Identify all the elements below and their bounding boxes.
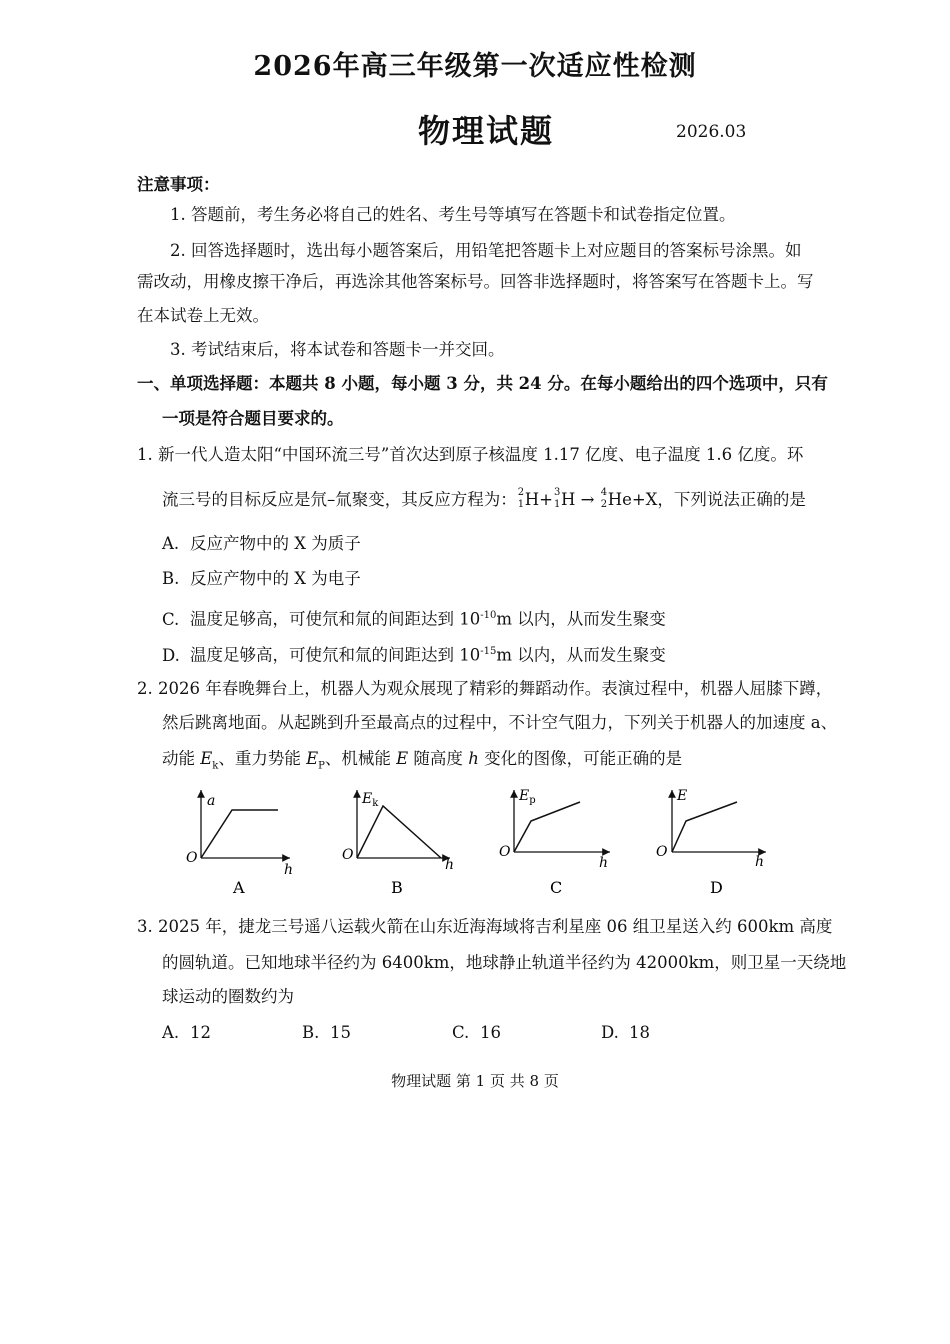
q3-option-c[interactable]: C. 16 xyxy=(452,1023,501,1042)
graph-b-label: B xyxy=(391,878,403,897)
q3-option-d[interactable]: D. 18 xyxy=(601,1023,650,1042)
graph-d-y-label: E xyxy=(677,788,688,804)
fusion-equation: 2 1 H+ 3 1 H → 4 2 He+X xyxy=(517,487,658,510)
q3-stem-line2: 的圆轨道。已知地球半径约为 6400km，地球静止轨道半径约为 42000km，则卫星一天绕地 xyxy=(162,953,847,972)
exam-title: 2026年高三年级第一次适应性检测 xyxy=(253,51,697,82)
graph-c-label: C xyxy=(550,878,563,897)
q1-option-b[interactable]: B. 反应产物中的 X 为电子 xyxy=(162,569,361,588)
notice-item-2-cont2: 在本试卷上无效。 xyxy=(137,306,269,325)
exam-date: 2026.03 xyxy=(676,122,747,142)
graph-c[interactable] xyxy=(499,788,610,897)
q3-option-a[interactable]: A. 12 xyxy=(162,1023,211,1042)
notice-heading: 注意事项： xyxy=(137,175,220,194)
q1-stem-line1: 1. 新一代人造太阳“中国环流三号”首次达到原子核温度 1.17 亿度、电子温度 1.6 亿度。环 xyxy=(137,445,804,464)
notice-item-2: 2. 回答选择题时，选出每小题答案后，用铅笔把答题卡上对应题目的答案标号涂黑。如 xyxy=(170,241,802,260)
graph-c-curve xyxy=(514,802,580,852)
graph-c-x-label: h xyxy=(599,855,609,871)
q3-stem-line1: 3. 2025 年，捷龙三号遥八运载火箭在山东近海海域将吉利星座 06 组卫星送入约 600km 高度 xyxy=(137,917,833,936)
graph-b[interactable] xyxy=(342,790,454,897)
graph-a-curve xyxy=(201,810,278,858)
q2-stem-line2: 然后跳离地面。从起跳到升至最高点的过程中，不计空气阻力，下列关于机器人的加速度 a、 xyxy=(162,713,838,732)
section-heading: 一、单项选择题：本题共 8 小题，每小题 3 分，共 24 分。在每小题给出的四个选项中，只有 xyxy=(137,374,828,393)
graph-d-label: D xyxy=(710,878,723,897)
page-footer: 物理试题 第 1 页 共 8 页 xyxy=(391,1072,559,1090)
graph-d-curve xyxy=(672,802,737,852)
q2-graphs xyxy=(0,780,950,910)
q1-option-a[interactable]: A. 反应产物中的 X 为质子 xyxy=(162,534,361,553)
graph-b-y-label: $E_k$ xyxy=(362,791,379,809)
graph-b-x-label: h xyxy=(445,857,455,873)
subject-title: 物理试题 xyxy=(418,112,555,150)
q1-option-d[interactable]: D. 温度足够高，可使氘和氚的间距达到 $10^{-15}m$ 以内，从而发生聚变 xyxy=(162,645,666,665)
graph-b-curve xyxy=(357,806,441,858)
graph-a-x-label: h xyxy=(284,862,294,878)
graph-a-origin: O xyxy=(186,850,198,866)
q3-option-b[interactable]: B. 15 xyxy=(302,1023,351,1042)
graph-d-origin: O xyxy=(656,844,668,860)
graph-a-y-label: a xyxy=(207,793,216,809)
graph-c-y-label: $E_p$ xyxy=(519,788,536,806)
section-heading-cont: 一项是符合题目要求的。 xyxy=(162,409,344,428)
graph-d[interactable] xyxy=(656,788,766,897)
q1-option-c[interactable]: C. 温度足够高，可使氘和氚的间距达到 $10^{-10}m$ 以内，从而发生聚变 xyxy=(162,609,666,629)
graph-d-x-label: h xyxy=(755,854,765,870)
graph-a-label: A xyxy=(233,878,245,897)
graph-b-origin: O xyxy=(342,847,354,863)
q2-stem-line3: 动能 $E_k$、重力势能 $E_P$、机械能 E 随高度 h 变化的图像，可能正确的是 xyxy=(162,749,683,772)
graph-a[interactable] xyxy=(186,790,293,897)
notice-item-1: 1. 答题前，考生务必将自己的姓名、考生号等填写在答题卡和试卷指定位置。 xyxy=(170,205,736,224)
q2-stem-line1: 2. 2026 年春晚舞台上，机器人为观众展现了精彩的舞蹈动作。表演过程中，机器人屈膝下蹲， xyxy=(137,679,833,698)
notice-item-3: 3. 考试结束后，将本试卷和答题卡一并交回。 xyxy=(170,340,505,359)
notice-item-2-cont: 需改动，用橡皮擦干净后，再选涂其他答案标号。回答非选择题时，将答案写在答题卡上。写 xyxy=(137,272,814,291)
q1-stem-line2: 流三号的目标反应是氘–氚聚变，其反应方程为： 2 1 H+ 3 1 H → 4 2 He+X，下列说法正确的是 xyxy=(162,487,806,510)
q3-stem-line3: 球运动的圈数约为 xyxy=(162,987,294,1006)
graph-c-origin: O xyxy=(499,844,511,860)
